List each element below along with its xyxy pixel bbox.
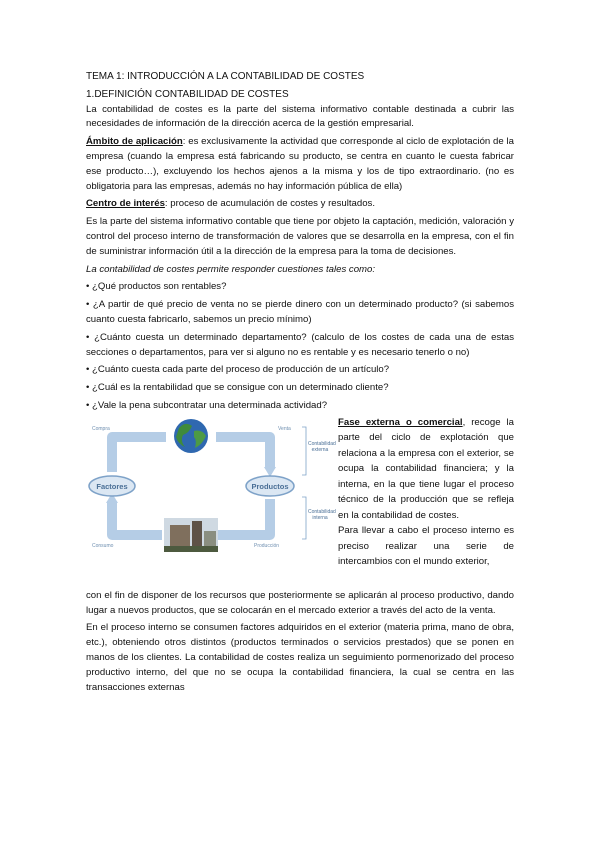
factores-label: Factores [96, 481, 128, 491]
centro-paragraph [86, 197, 514, 212]
question-item: • ¿Qué productos son rentables? [86, 280, 514, 295]
contab-externa-label: Contabilidad externa [308, 440, 336, 453]
venta-label: Venta [278, 425, 291, 432]
intercambios-paragraph: Para llevar a cabo el proceso interno es preciso realizar una serie de intercambios con el mundo exterior, [338, 525, 514, 568]
contab-interna-label: Contabilidad interna [308, 508, 336, 521]
produccion-label: Producción [254, 542, 280, 549]
fase-term: Fase externa o comercial [338, 416, 463, 428]
proceso-interno-paragraph: En el proceso interno se consumen factores adquiridos en el exterior (materia prima, mano de obra, etc.), obteniendo otros distintos (productos terminados o servicios prestados) que se ponen en manos de los clientes. La contabilidad de costes realiza un seguimiento pormenorizado del proceso productivo interno, del que no se ocupa la contabilidad financiera, la cual se centra en las transacciones externas [86, 622, 514, 693]
consumo-label: Consumo [92, 542, 114, 549]
productos-label: Productos [251, 481, 289, 491]
document-page [86, 70, 514, 695]
continuation-paragraph: con el fin de disponer de los recursos que posteriormente se aplicarán al proceso productivo, dando lugar a nuevos productos, que se colocarán en el mercado exterior a través del acto de la venta. [86, 589, 514, 616]
interna-bracket [302, 497, 306, 539]
section-heading: 1.DEFINICIÓN CONTABILIDAD DE COSTES [86, 88, 289, 100]
globe-icon [174, 419, 208, 453]
flow-arrow-venta [216, 437, 270, 469]
ambito-term: Ámbito de aplicación [86, 136, 183, 148]
diagram-section [86, 415, 514, 589]
side-text [338, 415, 514, 570]
fase-text: , recoge la parte del ciclo de explotación que relaciona a la empresa con el exterior, se ocupa la contabilidad financiera; y la interna, en la que tiene lugar el proceso técnico de la producción que se refleja en la contabilidad de costes. [338, 416, 514, 521]
centro-term: Centro de interés [86, 198, 165, 210]
externa-bracket [302, 427, 306, 475]
flow-arrow-produccion [218, 499, 270, 535]
document-title: TEMA 1: INTRODUCCIÓN A LA CONTABILIDAD DE COSTES [86, 71, 365, 82]
ambito-paragraph [86, 135, 514, 194]
questions-intro: La contabilidad de costes permite responder cuestiones tales como: [86, 263, 376, 275]
objeto-paragraph: Es la parte del sistema informativo contable que tiene por objeto la captación, medición, valoración y control del proceso interno de transformación de valores que se desarrolla en la empresa, con el fin de suministrar información útil a la dirección de la empresa para la toma de decisiones. [86, 216, 514, 257]
question-item: • ¿Vale la pena subcontratar una determinada actividad? [86, 399, 514, 414]
ambito-text: : es exclusivamente la actividad que corresponde al ciclo de explotación de la empresa (cuando la empresa está fabricando su producto, se centra en cuanto le cuesta fabricar ese producto…), excluyendo los hechos ajenos a la misma y los de tipo extraordinario. (no es obligatoria para las empresas, además no hay información pública de ella) [86, 136, 514, 192]
question-item: • ¿Cuánto cuesta cada parte del proceso de producción de un artículo? [86, 363, 514, 378]
compra-label: Compra [92, 425, 110, 432]
flow-arrow-compra [112, 437, 166, 472]
centro-text: : proceso de acumulación de costes y resultados. [164, 198, 376, 210]
question-item: • ¿A partir de qué precio de venta no se pierde dinero con un determinado producto? (si sabemos cuanto cuesta fabricarlo, sabemos un precio mínimo) [86, 298, 514, 328]
flow-arrow-consumo [112, 501, 162, 535]
cost-cycle-diagram [86, 417, 336, 563]
definition-paragraph: La contabilidad de costes es la parte del sistema informativo contable destinada a cubrir las necesidades de información de la dirección acerca de la gestión empresarial. [86, 103, 514, 130]
question-item: • ¿Cuánto cuesta un determinado departamento? (calculo de los costes de cada una de estas secciones o departamentos, para ver si alguno no es rentable y es necesario tenerlo o no) [86, 331, 514, 361]
factory-icon [164, 518, 218, 552]
fase-paragraph [338, 415, 514, 524]
question-item: • ¿Cuál es la rentabilidad que se consigue con un determinado cliente? [86, 381, 514, 396]
